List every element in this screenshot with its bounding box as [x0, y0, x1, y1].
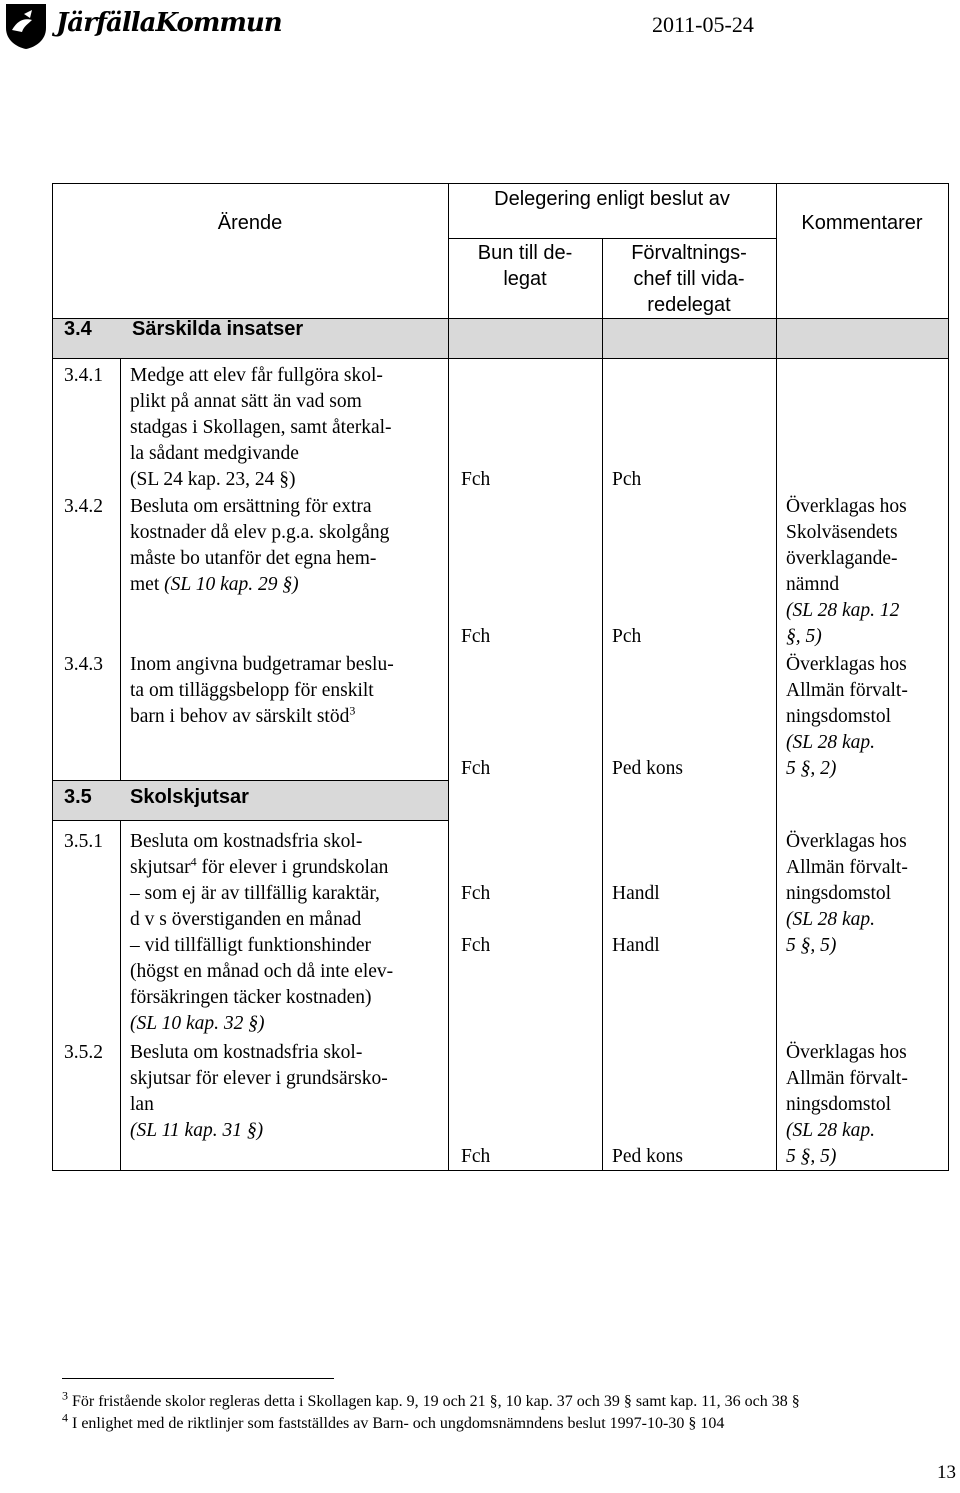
- comment-line: Överklagas hos: [786, 496, 907, 517]
- row-law-ref: (SL 24 kap. 23, 24 §): [130, 469, 296, 490]
- section-title-3-5: Skolskjutsar: [130, 786, 249, 808]
- row-text-line: kostnader då elev p.g.a. skolgång: [130, 522, 390, 543]
- comment-law-ref: (SL 28 kap.: [786, 732, 876, 753]
- row-law-ref: (SL 10 kap. 29 §): [164, 574, 299, 595]
- row-text-line: – vid tillfälligt funktionshinder: [130, 935, 372, 956]
- footnote-3: $^3$ För fristående skolor regleras detta i Skollagen kap. 9, 19 och 21 §, 10 kap. 37 och 39 § samt kap. 11, 36 och 38 §: [62, 1388, 800, 1410]
- row-text-line: met (SL 10 kap. 29 §): [130, 574, 299, 595]
- comment-law-ref: §, 5): [786, 626, 822, 647]
- footnote-4: $^4$ I enlighet med de riktlinjer som fastställdes av Barn- och ungdomsnämndens beslut 1997-10-30 § 104: [62, 1410, 725, 1432]
- row-text-line: Besluta om kostnadsfria skol-: [130, 1042, 363, 1063]
- row-text-line: (högst en månad och då inte elev-: [130, 961, 394, 982]
- column-header-bun-2: legat: [503, 268, 547, 290]
- row-text-line: Inom angivna budgetramar beslu-: [130, 654, 394, 675]
- row-text-line: Besluta om kostnadsfria skol-: [130, 831, 363, 852]
- column-header-kommentarer: Kommentarer: [801, 212, 923, 234]
- comment-line: Allmän förvalt-: [786, 857, 908, 878]
- page-number: 13: [937, 1462, 956, 1483]
- column-header-bun-1: Bun till de-: [477, 242, 573, 264]
- row-text-line: ta om tilläggsbelopp för enskilt: [130, 680, 374, 701]
- section-number-3-5: 3.5: [64, 786, 92, 808]
- row-text-line: la sådant medgivande: [130, 443, 299, 464]
- org-name: JärfällaKommun: [56, 8, 282, 38]
- comment-law-ref: (SL 28 kap. 12: [786, 600, 900, 621]
- municipal-crest-icon: [2, 2, 50, 50]
- comment-line: Överklagas hos: [786, 1042, 907, 1063]
- row-number: 3.4.1: [64, 365, 103, 386]
- row-text-line: – som ej är av tillfällig karaktär,: [130, 883, 380, 904]
- row-text-line: Besluta om ersättning för extra: [130, 496, 372, 517]
- row-number: 3.5.2: [64, 1042, 103, 1063]
- row-text-line: skjutsar$^4$ för elever i grundskolan: [130, 854, 389, 878]
- comment-line: Överklagas hos: [786, 654, 907, 675]
- column-header-forv-1: Förvaltnings-: [631, 242, 747, 264]
- comment-line: Allmän förvalt-: [786, 1068, 908, 1089]
- section-title-3-4: Särskilda insatser: [132, 318, 304, 340]
- row-text-line: måste bo utanför det egna hem-: [130, 548, 377, 569]
- column-header-arende: Ärende: [217, 212, 283, 234]
- section-number-3-4: 3.4: [64, 318, 92, 340]
- row-text-line: barn i behov av särskilt stöd$^3$: [130, 703, 356, 727]
- row-text-line: försäkringen täcker kostnaden): [130, 987, 372, 1008]
- comment-law-ref: (SL 28 kap.: [786, 909, 876, 930]
- row-text-line: lan: [130, 1094, 154, 1115]
- comment-line: ningsdomstol: [786, 883, 892, 904]
- comment-line: överklagande-: [786, 548, 898, 569]
- delegate-forv: Pch: [612, 469, 642, 490]
- comment-law-ref: 5 §, 5): [786, 1146, 837, 1167]
- delegate-forv: Pch: [612, 626, 642, 647]
- row-number: 3.4.2: [64, 496, 103, 517]
- comment-line: Överklagas hos: [786, 831, 907, 852]
- delegate-bun: Fch: [461, 883, 491, 904]
- row-text-line: stadgas i Skollagen, samt återkal-: [130, 417, 392, 438]
- row-number: 3.5.1: [64, 831, 103, 852]
- row-text-line: skjutsar för elever i grundsärsko-: [130, 1068, 388, 1089]
- row-number: 3.4.3: [64, 654, 103, 675]
- comment-line: ningsdomstol: [786, 706, 892, 727]
- column-header-forv-2: chef till vida-: [633, 268, 745, 290]
- delegate-forv: Ped kons: [612, 1146, 683, 1167]
- column-header-delegering: Delegering enligt beslut av: [494, 188, 730, 210]
- footnote-ref[interactable]: 4: [190, 854, 197, 869]
- row-text-line: plikt på annat sätt än vad som: [130, 391, 362, 412]
- delegate-bun: Fch: [461, 1146, 491, 1167]
- footnote-divider: [62, 1378, 334, 1379]
- row-law-ref: (SL 10 kap. 32 §): [130, 1013, 265, 1034]
- delegate-forv: Handl: [612, 935, 660, 956]
- row-text-line: Medge att elev får fullgöra skol-: [130, 365, 383, 386]
- comment-law-ref: 5 §, 5): [786, 935, 837, 956]
- delegate-forv: Handl: [612, 883, 660, 904]
- comment-line: nämnd: [786, 574, 840, 595]
- delegate-bun: Fch: [461, 758, 491, 779]
- column-header-forv-3: redelegat: [647, 294, 731, 316]
- comment-law-ref: 5 §, 2): [786, 758, 837, 779]
- row-law-ref: (SL 11 kap. 31 §): [130, 1120, 264, 1141]
- delegate-bun: Fch: [461, 935, 491, 956]
- delegate-bun: Fch: [461, 469, 491, 490]
- row-text-line: d v s överstiganden en månad: [130, 909, 362, 930]
- delegate-forv: Ped kons: [612, 758, 683, 779]
- document-date: 2011-05-24: [652, 12, 754, 37]
- delegate-bun: Fch: [461, 626, 491, 647]
- comment-law-ref: (SL 28 kap.: [786, 1120, 876, 1141]
- comment-line: Skolväsendets: [786, 522, 898, 543]
- footnote-ref[interactable]: 3: [349, 703, 356, 718]
- comment-line: ningsdomstol: [786, 1094, 892, 1115]
- comment-line: Allmän förvalt-: [786, 680, 908, 701]
